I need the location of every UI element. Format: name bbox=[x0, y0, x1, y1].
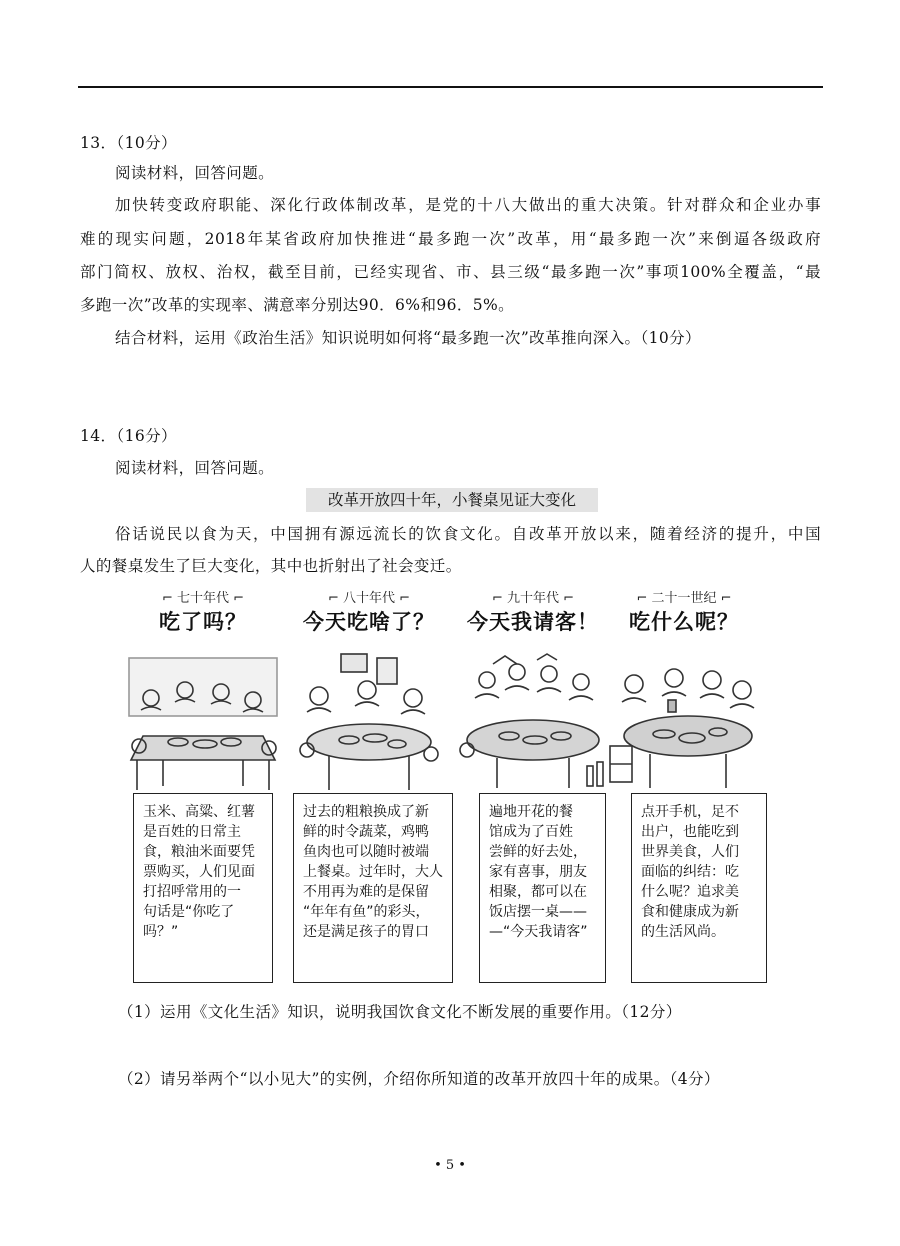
caption-line: 食和健康成为新 bbox=[641, 904, 739, 920]
caption-line: 面临的纠结：吃 bbox=[641, 864, 739, 880]
caption-line: 还是满足孩子的胃口 bbox=[303, 924, 429, 940]
caption-line: 什么呢？追求美 bbox=[641, 884, 739, 900]
caption-line: 句话是“你吃了 bbox=[143, 904, 235, 920]
era-headline: 吃什么呢？ bbox=[629, 610, 739, 634]
caption-line: 的生活风尚。 bbox=[641, 924, 725, 940]
caption-line: 食，粮油米面要凭 bbox=[143, 844, 255, 860]
caption-line: 是百姓的日常主 bbox=[143, 824, 241, 840]
era-label: ⌐ 二十一世纪 ⌐ bbox=[604, 590, 764, 608]
era-label: ⌐ 九十年代 ⌐ bbox=[453, 590, 613, 608]
q13-number: 13．（10分） bbox=[80, 134, 177, 152]
caption-line: 出户，也能吃到 bbox=[641, 824, 739, 840]
caption-line: 过去的粗粮换成了新 bbox=[303, 804, 429, 820]
q13-question: 结合材料，运用《政治生活》知识说明如何将“最多跑一次”改革推向深入。（10分） bbox=[115, 329, 701, 347]
q14-subquestion-2: （2）请另举两个“以小见大”的实例，介绍你所知道的改革开放四十年的成果。（4分） bbox=[118, 1070, 720, 1088]
caption-line: 遍地开花的餐 bbox=[489, 804, 573, 820]
q13-material-line-3: 部门简权、放权、治权，截至目前，已经实现省、市、县三级“最多跑一次”事项100%全覆盖，“最 bbox=[80, 263, 821, 281]
q14-subquestion-1: （1）运用《文化生活》知识，说明我国饮食文化不断发展的重要作用。（12分） bbox=[118, 1003, 682, 1021]
caption-line: 上餐桌。过年时，大人 bbox=[303, 864, 443, 880]
era-headline: 今天吃啥了？ bbox=[303, 610, 435, 634]
caption-line: 打招呼常用的一 bbox=[143, 884, 241, 900]
q13-material-line-2: 难的现实问题，2018年某省政府加快推进“最多跑一次”改革，用“最多跑一次”来倒逼各级政府 bbox=[80, 230, 821, 248]
panel-70s-caption bbox=[133, 793, 273, 983]
era-label: ⌐ 八十年代 ⌐ bbox=[289, 590, 449, 608]
era-headline: 今天我请客！ bbox=[467, 610, 599, 634]
panel-80s-caption bbox=[293, 793, 453, 983]
modern-dining-21c-illustration bbox=[604, 650, 764, 792]
panel-90s-caption bbox=[479, 793, 606, 983]
header-rule bbox=[78, 86, 823, 88]
caption-line: 尝鲜的好去处， bbox=[489, 844, 587, 860]
restaurant-toast-90s-illustration bbox=[453, 650, 613, 792]
panel-70s-heading bbox=[123, 590, 283, 636]
era-label: ⌐ 七十年代 ⌐ bbox=[123, 590, 283, 608]
caption-line: 点开手机，足不 bbox=[641, 804, 739, 820]
q14-material-line-1: 俗话说民以食为天，中国拥有源远流长的饮食文化。自改革开放以来，随着经济的提升，中国 bbox=[115, 525, 821, 543]
caption-line: 鱼肉也可以随时被端 bbox=[303, 844, 429, 860]
panel-21c-heading bbox=[604, 590, 764, 636]
caption-line: 鲜的时令蔬菜，鸡鸭 bbox=[303, 824, 429, 840]
caption-line: 世界美食，人们 bbox=[641, 844, 739, 860]
q13-intro: 阅读材料，回答问题。 bbox=[115, 164, 275, 182]
material-title: 改革开放四十年，小餐桌见证大变化 bbox=[306, 488, 598, 512]
q14-number: 14．（16分） bbox=[80, 427, 177, 445]
era-headline: 吃了吗？ bbox=[159, 610, 247, 634]
caption-line: —“今天我请客” bbox=[489, 924, 588, 940]
caption-line: “年年有鱼”的彩头， bbox=[303, 904, 430, 920]
caption-line: 票购买，人们见面 bbox=[143, 864, 255, 880]
caption-line: 相聚，都可以在 bbox=[489, 884, 587, 900]
q14-intro: 阅读材料，回答问题。 bbox=[115, 459, 275, 477]
q14-material-line-2: 人的餐桌发生了巨大变化，其中也折射出了社会变迁。 bbox=[80, 557, 462, 575]
caption-line: 饭店摆一桌—— bbox=[489, 904, 587, 920]
family-meal-70s-illustration bbox=[123, 650, 283, 792]
panel-90s-heading bbox=[453, 590, 613, 636]
caption-line: 吗？” bbox=[143, 924, 179, 940]
q13-material-line-1: 加快转变政府职能、深化行政体制改革，是党的十八大做出的重大决策。针对群众和企业办事 bbox=[115, 196, 821, 214]
page-number: • 5 • bbox=[434, 1158, 466, 1173]
caption-line: 家有喜事，朋友 bbox=[489, 864, 587, 880]
caption-line: 不用再为难的是保留 bbox=[303, 884, 429, 900]
q13-material-line-4: 多跑一次”改革的实现率、满意率分别达90．6%和96．5%。 bbox=[80, 296, 515, 314]
caption-line: 馆成为了百姓 bbox=[489, 824, 573, 840]
family-meal-80s-illustration bbox=[289, 650, 449, 792]
panel-21c-caption bbox=[631, 793, 767, 983]
caption-line: 玉米、高粱、红薯 bbox=[143, 804, 255, 820]
panel-80s-heading bbox=[289, 590, 449, 636]
